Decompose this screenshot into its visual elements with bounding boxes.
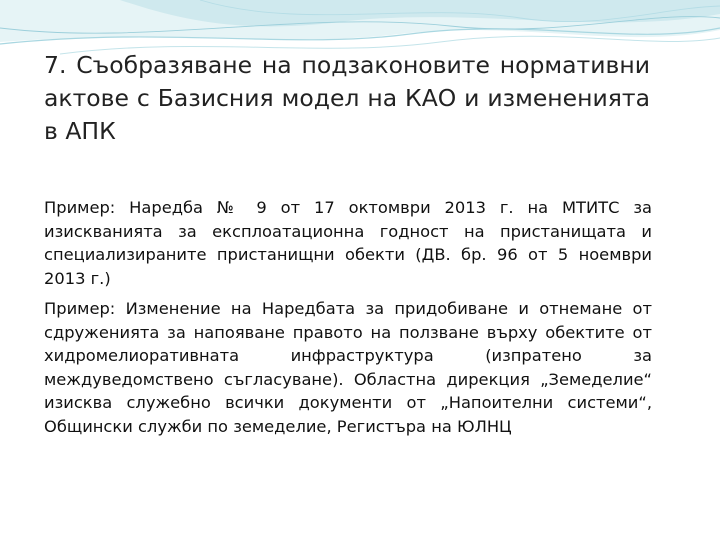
slide-body (44, 196, 652, 445)
body-paragraph-example-2: Пример: Изменение на Наредбата за придобиване и отнемане от сдруженията за напояване правото на ползване върху обектите от хидромелиоративната инфраструктура (изпратено за междуведомствено съгласуване). Областна дирекция „Земеделие“ изисква служебно всички документи от „Напоителни системи“, Общински служби по земеделие, Регистъра на ЮЛНЦ (44, 299, 652, 436)
body-paragraph-example-1: Пример: Наредба № 9 от 17 октомври 2013 г. на МТИТС за изискванията за експлоатационна годност на пристанищата и специализираните пристанищни обекти (ДВ. бр. 96 от 5 ноември 2013 г.) (44, 198, 652, 288)
slide-title: 7. Съобразяване на подзаконовите нормативни актове с Базисния модел на КАО и измененията в АПК (44, 51, 650, 145)
